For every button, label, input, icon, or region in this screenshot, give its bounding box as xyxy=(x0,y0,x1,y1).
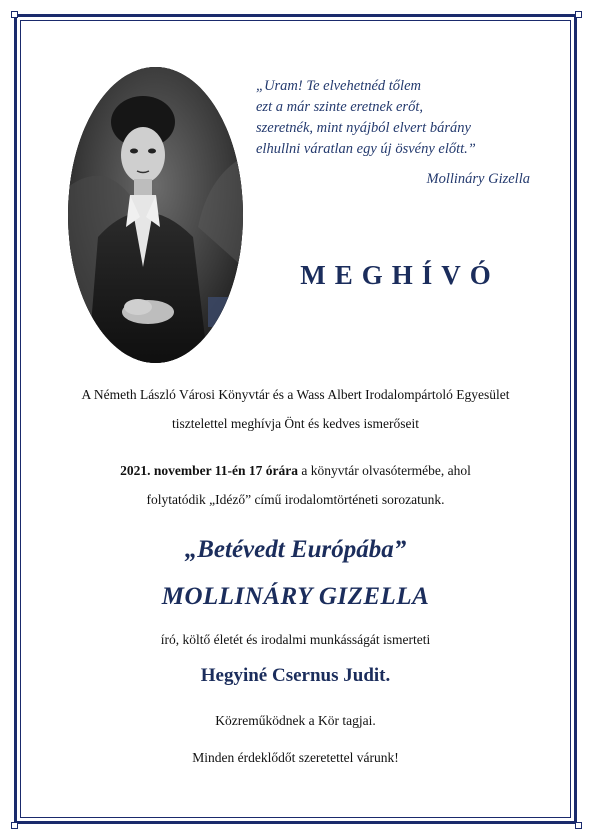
event-location: a könyvtár olvasótermébe, ahol xyxy=(298,463,471,478)
event-datetime: 2021. november 11-én 17 órára xyxy=(120,463,299,478)
event-subject-name: MOLLINÁRY GIZELLA xyxy=(161,583,430,610)
footer-line-2: Minden érdeklődőt szeretettel várunk! xyxy=(192,750,399,765)
footer-line-1: Közreműködnek a Kör tagjai. xyxy=(215,713,376,728)
frame-corner-ornament xyxy=(11,822,18,829)
quote-line: ezt a már szinte eretnek erőt, xyxy=(256,99,423,115)
frame-corner-ornament xyxy=(575,822,582,829)
frame-corner-ornament xyxy=(11,11,18,18)
frame-corner-ornament xyxy=(575,11,582,18)
quote-block xyxy=(256,76,546,160)
portrait-photo xyxy=(68,67,243,363)
intro-line-2: tisztelettel meghívja Önt és kedves ismerőseit xyxy=(171,416,420,431)
event-description: író, költő életét és irodalmi munkásságát ismerteti xyxy=(160,632,431,647)
event-title: „Betévedt Európába” xyxy=(184,536,407,563)
quote-line: elhullni váratlan egy új ösvény előtt.” xyxy=(256,141,476,157)
presenter-name: Hegyiné Csernus Judit. xyxy=(200,665,391,686)
quote-line: szeretnék, mint nyájból elvert bárány xyxy=(256,120,471,136)
intro-line-1: A Németh László Városi Könyvtár és a Wass Albert Irodalompártoló Egyesület xyxy=(81,387,510,402)
quote-line: „Uram! Te elvehetnéd tőlem xyxy=(256,78,421,94)
series-line: folytatódik „Idéző” című irodalomtörténeti sorozatunk. xyxy=(146,492,445,507)
portrait-image xyxy=(68,67,243,363)
quote-author: Mollináry Gizella xyxy=(426,171,530,187)
page-title: MEGHÍVÓ xyxy=(300,260,500,290)
event-datetime-line xyxy=(20,463,571,479)
